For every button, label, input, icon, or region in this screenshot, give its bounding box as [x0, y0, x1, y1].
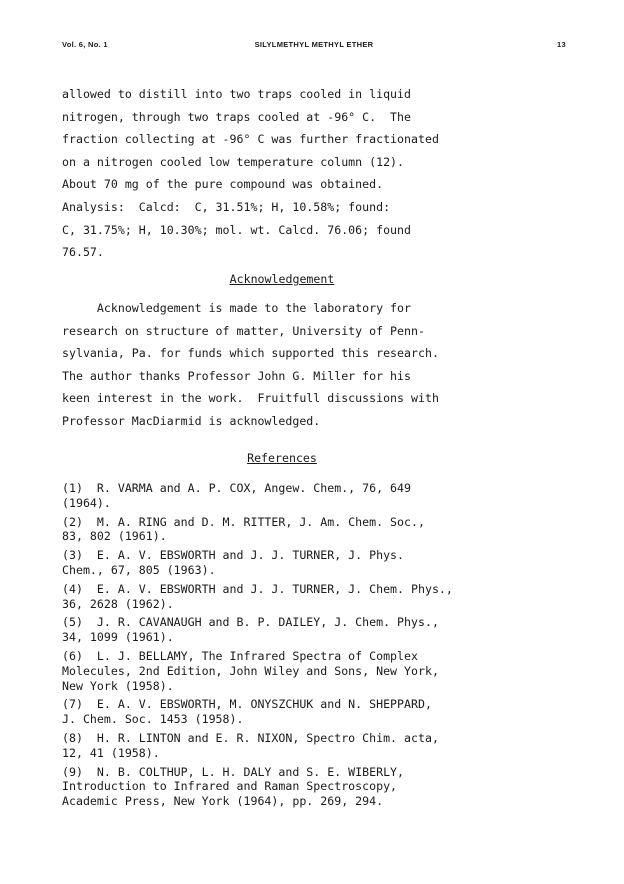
- reference-line: 12, 41 (1958).: [62, 745, 160, 760]
- reference-line: New York (1958).: [62, 678, 174, 693]
- reference-line: J. Chem. Soc. 1453 (1958).: [62, 712, 244, 727]
- reference-line: (9) N. B. COLTHUP, L. H. DALY and S. E. WIBERLY,: [62, 764, 405, 779]
- reference-line: (1964).: [62, 495, 111, 510]
- intro-paragraph: [62, 83, 502, 264]
- text-line: Acknowledgement is made to the laboratory for: [62, 301, 412, 315]
- references-heading: [62, 451, 502, 465]
- text-line: on a nitrogen cooled low temperature column (12).: [62, 154, 405, 169]
- reference-line: Molecules, 2nd Edition, John Wiley and Sons, New York,: [62, 663, 439, 678]
- reference-line: (7) E. A. V. EBSWORTH, M. ONYSZCHUK and N. SHEPPARD,: [62, 697, 432, 712]
- reference-item: [62, 649, 512, 693]
- reference-line: (8) H. R. LINTON and E. R. NIXON, Spectro Chim. acta,: [62, 730, 439, 745]
- reference-line: 34, 1099 (1961).: [62, 630, 174, 645]
- reference-line: (6) L. J. BELLAMY, The Infrared Spectra of Complex: [62, 648, 418, 663]
- reference-item: [62, 765, 512, 809]
- reference-list: [62, 481, 512, 813]
- reference-item: [62, 481, 512, 511]
- text-line: The author thanks Professor John G. Miller for his: [62, 368, 412, 383]
- acknowledgement-heading-text: Acknowledgement: [229, 272, 335, 286]
- text-line: fraction collecting at -96° C was further fractionated: [62, 132, 439, 147]
- page-number: 13: [557, 40, 566, 49]
- reference-line: Academic Press, New York (1964), pp. 269, 294.: [62, 794, 384, 809]
- acknowledgement-paragraph: [62, 297, 502, 433]
- reference-line: (5) J. R. CAVANAUGH and B. P. DAILEY, J. Chem. Phys.,: [62, 615, 439, 630]
- text-line: Analysis: Calcd: C, 31.51%; H, 10.58%; found:: [62, 199, 391, 214]
- reference-item: [62, 582, 512, 612]
- text-line: nitrogen, through two traps cooled at -96° C. The: [62, 109, 412, 124]
- references-heading-text: References: [247, 451, 317, 465]
- text-line: Professor MacDiarmid is acknowledged.: [62, 413, 321, 428]
- reference-line: Chem., 67, 805 (1963).: [62, 562, 216, 577]
- reference-line: 36, 2628 (1962).: [62, 596, 174, 611]
- reference-line: 83, 802 (1961).: [62, 529, 167, 544]
- reference-line: (1) R. VARMA and A. P. COX, Angew. Chem., 76, 649: [62, 481, 412, 495]
- text-line: research on structure of matter, University of Penn-: [62, 323, 425, 338]
- reference-line: (3) E. A. V. EBSWORTH and J. J. TURNER, J. Phys.: [62, 548, 405, 563]
- reference-item: [62, 615, 512, 645]
- text-line: C, 31.75%; H, 10.30%; mol. wt. Calcd. 76.06; found: [62, 222, 412, 237]
- text-line: 76.57.: [62, 245, 104, 260]
- acknowledgement-heading: [62, 272, 502, 286]
- running-title: SILYLMETHYL METHYL ETHER: [254, 40, 374, 49]
- reference-line: (4) E. A. V. EBSWORTH and J. J. TURNER, J. Chem. Phys.,: [62, 581, 453, 596]
- reference-item: [62, 515, 512, 545]
- text-line: sylvania, Pa. for funds which supported this research.: [62, 346, 439, 361]
- reference-item: [62, 731, 512, 761]
- volume-label: Vol. 6, No. 1: [62, 40, 108, 49]
- text-line: About 70 mg of the pure compound was obtained.: [62, 177, 384, 192]
- running-header: [62, 40, 566, 54]
- text-line: keen interest in the work. Fruitfull discussions with: [62, 391, 439, 406]
- reference-line: (2) M. A. RING and D. M. RITTER, J. Am. Chem. Soc.,: [62, 514, 425, 529]
- text-line: allowed to distill into two traps cooled in liquid: [62, 87, 412, 101]
- reference-item: [62, 548, 512, 578]
- reference-line: Introduction to Infrared and Raman Spectroscopy,: [62, 779, 398, 794]
- reference-item: [62, 697, 512, 727]
